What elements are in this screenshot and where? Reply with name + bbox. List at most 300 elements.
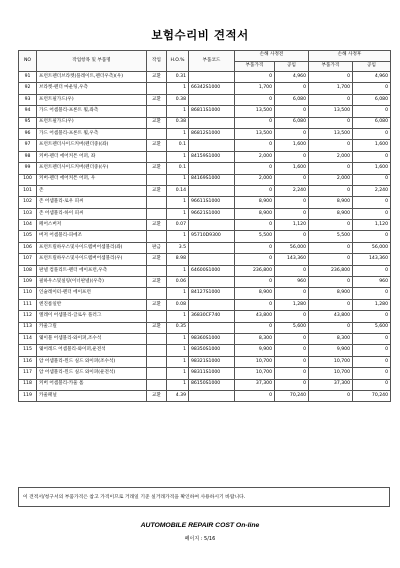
estimate-table (18, 50, 391, 402)
row-no: 99 (19, 163, 37, 174)
row-after-labor: 0 (353, 106, 391, 117)
row-before-part-price: 0 (235, 242, 275, 253)
row-item-name: 브라켓-펜더 마운팅,우측 (37, 83, 147, 94)
header-after-part-price: 부품가격 (309, 61, 353, 72)
header-before-labor: 공임 (275, 61, 309, 72)
row-after-labor: 0 (353, 333, 391, 344)
row-before-labor: 1,600 (275, 140, 309, 151)
row-after-labor: 6,080 (353, 94, 391, 105)
row-part-code (189, 322, 235, 333)
row-item-name: 판넬 컴플리트-펜더 에이프런,우측 (37, 265, 147, 276)
header-item: 작업항목 및 부품명 (37, 51, 147, 72)
row-work: 교환 (147, 277, 167, 288)
row-part-code: 84169S1000 (189, 174, 235, 185)
row-before-labor: 960 (275, 277, 309, 288)
footer-brand: AUTOMOBILE REPAIR COST On-line (140, 522, 260, 529)
row-no: 116 (19, 356, 37, 367)
table-row (19, 72, 391, 83)
row-hours: 0.07 (167, 220, 189, 231)
row-after-part-price: 10,700 (309, 356, 353, 367)
row-no: 114 (19, 333, 37, 344)
row-no: 93 (19, 94, 37, 105)
row-after-part-price: 0 (309, 220, 353, 231)
row-work: 교환 (147, 163, 167, 174)
row-item-name: 버저 어셈블리-피에조 (37, 231, 147, 242)
row-work (147, 208, 167, 219)
row-after-part-price: 43,800 (309, 311, 353, 322)
table-row (19, 356, 391, 367)
row-before-labor: 0 (275, 265, 309, 276)
row-part-code: 84159S1000 (189, 151, 235, 162)
row-before-labor: 2,240 (275, 185, 309, 196)
row-item-name: 암 어셈블리-윈드 실드 와이퍼(운전석) (37, 368, 147, 379)
row-before-labor: 6,080 (275, 117, 309, 128)
row-part-code (189, 72, 235, 83)
row-before-part-price: 13,500 (235, 128, 275, 139)
row-hours: 1 (167, 356, 189, 367)
row-hours: 1 (167, 83, 189, 94)
table-row (19, 277, 391, 288)
row-work: 교환 (147, 72, 167, 83)
table-row (19, 128, 391, 139)
row-hours: 1 (167, 265, 189, 276)
table-row (19, 140, 391, 151)
row-item-name: 가드 어셈블리-프론트 휠,우측 (37, 128, 147, 139)
row-no: 113 (19, 322, 37, 333)
row-after-part-price: 0 (309, 117, 353, 128)
row-work: 교환 (147, 117, 167, 128)
row-no: 103 (19, 208, 37, 219)
row-work: 판금 (147, 242, 167, 253)
row-part-code: 86150S1000 (189, 379, 235, 390)
table-row (19, 311, 391, 322)
row-hours: 0.35 (167, 322, 189, 333)
row-item-name: 프런트릴하우스및사이드멤버어셈블리(우) (37, 254, 147, 265)
row-after-labor: 0 (353, 151, 391, 162)
row-before-part-price: 0 (235, 390, 275, 401)
header-after-labor: 공임 (353, 61, 391, 72)
row-hours: 1 (167, 288, 189, 299)
row-before-part-price: 8,900 (235, 288, 275, 299)
row-item-name: 프런트펜더사이드커버(펜더중)(좌) (37, 140, 147, 151)
row-before-part-price: 0 (235, 117, 275, 128)
row-before-part-price: 0 (235, 94, 275, 105)
row-before-labor: 0 (275, 174, 309, 185)
row-no: 100 (19, 174, 37, 185)
row-part-code (189, 220, 235, 231)
row-part-code: 95710D9300 (189, 231, 235, 242)
row-before-labor: 1,280 (275, 299, 309, 310)
row-work: 교환 (147, 254, 167, 265)
row-after-part-price: 0 (309, 390, 353, 401)
row-item-name: 프런트펜더사이드커버(펜더중)(우) (37, 163, 147, 174)
row-no: 115 (19, 345, 37, 356)
row-before-part-price: 10,700 (235, 356, 275, 367)
row-part-code: 98321S1000 (189, 356, 235, 367)
row-item-name: 프런트펜더브라켓(플레이트,펜더우측)(우) (37, 72, 147, 83)
row-hours: 1 (167, 174, 189, 185)
row-no: 106 (19, 242, 37, 253)
row-before-labor: 0 (275, 333, 309, 344)
row-hours: 0.08 (167, 299, 189, 310)
row-after-labor: 0 (353, 128, 391, 139)
row-no: 119 (19, 390, 37, 401)
row-hours: 1 (167, 208, 189, 219)
row-hours: 1 (167, 345, 189, 356)
row-after-labor: 0 (353, 208, 391, 219)
row-after-labor: 0 (353, 265, 391, 276)
row-work (147, 333, 167, 344)
row-item-name: 인슐레이터-펜더 에이프런 (37, 288, 147, 299)
row-work (147, 356, 167, 367)
table-row (19, 254, 391, 265)
row-before-labor: 5,600 (275, 322, 309, 333)
row-after-labor: 0 (353, 231, 391, 242)
table-row (19, 322, 391, 333)
row-hours: 0.06 (167, 277, 189, 288)
row-item-name: 엘레이 어셈블리-글로우 플러그 (37, 311, 147, 322)
row-no: 108 (19, 265, 37, 276)
row-part-code: 66342S1000 (189, 83, 235, 94)
row-item-name: 엔진룸일반 (37, 299, 147, 310)
row-item-name: 페어스버저 (37, 220, 147, 231)
row-after-labor: 0 (353, 197, 391, 208)
row-after-labor: 0 (353, 379, 391, 390)
row-work (147, 128, 167, 139)
table-row (19, 83, 391, 94)
row-hours: 1 (167, 368, 189, 379)
row-after-part-price: 0 (309, 299, 353, 310)
row-after-part-price: 8,300 (309, 333, 353, 344)
row-item-name: 카울패널 (37, 390, 147, 401)
row-no: 107 (19, 254, 37, 265)
row-after-part-price: 0 (309, 254, 353, 265)
row-work (147, 345, 167, 356)
table-row (19, 333, 391, 344)
row-after-part-price: 37,300 (309, 379, 353, 390)
row-part-code: 86812S1000 (189, 128, 235, 139)
row-after-part-price: 2,000 (309, 174, 353, 185)
row-part-code (189, 242, 235, 253)
row-no: 117 (19, 368, 37, 379)
row-work: 교환 (147, 299, 167, 310)
row-item-name: 프런트릴하우스및사이드멤버어셈블리(좌) (37, 242, 147, 253)
row-part-code: 98311S1000 (189, 368, 235, 379)
row-item-name: 커버-펜더 에어커튼 어퍼, 우 (37, 174, 147, 185)
table-row (19, 208, 391, 219)
row-after-part-price: 8,900 (309, 197, 353, 208)
row-after-labor: 1,120 (353, 220, 391, 231)
table-row (19, 220, 391, 231)
row-after-labor: 4,960 (353, 72, 391, 83)
row-hours: 0.1 (167, 163, 189, 174)
row-before-part-price: 0 (235, 220, 275, 231)
row-before-part-price: 43,800 (235, 311, 275, 322)
row-work (147, 379, 167, 390)
row-before-part-price: 0 (235, 72, 275, 83)
row-after-labor: 5,600 (353, 322, 391, 333)
row-after-labor: 0 (353, 174, 391, 185)
row-after-part-price: 13,500 (309, 106, 353, 117)
row-no: 95 (19, 117, 37, 128)
row-work (147, 151, 167, 162)
table-row (19, 368, 391, 379)
row-part-code: 96611S1000 (189, 197, 235, 208)
table-row (19, 242, 391, 253)
table-row (19, 379, 391, 390)
row-item-name: 프런트필가드(우) (37, 117, 147, 128)
row-before-part-price: 37,300 (235, 379, 275, 390)
row-part-code: 96621S1000 (189, 208, 235, 219)
table-row (19, 231, 391, 242)
row-work: 교환 (147, 220, 167, 231)
table-row (19, 94, 391, 105)
disclaimer-note: 이 견적서/청구서의 부품가격은 참고 가격이므로 거래일 기준 실거래가격을 확인하여 사용하시기 바랍니다. (18, 487, 390, 507)
row-no: 96 (19, 128, 37, 139)
row-after-labor: 1,600 (353, 140, 391, 151)
row-after-labor: 2,240 (353, 185, 391, 196)
row-before-labor: 0 (275, 208, 309, 219)
row-hours: 1 (167, 128, 189, 139)
row-before-labor: 0 (275, 311, 309, 322)
table-row (19, 163, 391, 174)
row-after-part-price: 0 (309, 277, 353, 288)
row-work (147, 368, 167, 379)
row-work (147, 83, 167, 94)
row-before-labor: 1,120 (275, 220, 309, 231)
row-hours: 1 (167, 106, 189, 117)
row-after-part-price: 10,700 (309, 368, 353, 379)
row-after-labor: 56,000 (353, 242, 391, 253)
header-after: 손해 사정후 (309, 51, 391, 62)
row-item-name: 암 어셈블리-윈드 실드 와이퍼(조수석) (37, 356, 147, 367)
row-part-code (189, 94, 235, 105)
row-part-code: 36830CF740 (189, 311, 235, 322)
row-before-part-price: 8,900 (235, 208, 275, 219)
row-after-labor: 0 (353, 368, 391, 379)
row-hours: 8.98 (167, 254, 189, 265)
row-item-name: 존 어셈블리-로우 피씨 (37, 197, 147, 208)
row-before-labor: 0 (275, 345, 309, 356)
row-part-code (189, 390, 235, 401)
row-item-name: 커버-펜더 에어커튼 어퍼, 좌 (37, 151, 147, 162)
row-after-labor: 0 (353, 288, 391, 299)
row-before-part-price: 0 (235, 163, 275, 174)
row-no: 110 (19, 288, 37, 299)
page-number: 페이지 : 5/16 (184, 536, 216, 542)
row-after-labor: 6,080 (353, 117, 391, 128)
row-before-labor: 0 (275, 231, 309, 242)
row-after-part-price: 0 (309, 185, 353, 196)
row-item-name: 카울그릴 (37, 322, 147, 333)
row-after-part-price: 0 (309, 140, 353, 151)
row-no: 112 (19, 311, 37, 322)
row-part-code (189, 140, 235, 151)
row-before-part-price: 8,900 (235, 197, 275, 208)
row-before-labor: 56,000 (275, 242, 309, 253)
row-after-part-price: 9,900 (309, 345, 353, 356)
row-work (147, 265, 167, 276)
row-part-code: 64600S1000 (189, 265, 235, 276)
row-before-labor: 0 (275, 379, 309, 390)
row-work (147, 174, 167, 185)
row-no: 92 (19, 83, 37, 94)
row-part-code: 98350S1000 (189, 345, 235, 356)
row-before-part-price: 0 (235, 140, 275, 151)
header-code: 부품코드 (189, 51, 235, 72)
row-item-name: 가드 어셈블리-프론트 휠,좌측 (37, 106, 147, 117)
row-before-part-price: 0 (235, 185, 275, 196)
row-no: 91 (19, 72, 37, 83)
row-after-part-price: 8,900 (309, 208, 353, 219)
row-before-part-price: 2,000 (235, 174, 275, 185)
row-work (147, 197, 167, 208)
row-item-name: 커버 어셈블리-카울 톱 (37, 379, 147, 390)
row-item-name: 존 어셈블리-하이 피씨 (37, 208, 147, 219)
row-after-labor: 960 (353, 277, 391, 288)
row-after-labor: 0 (353, 345, 391, 356)
header-hours: H.O.% (167, 51, 189, 72)
row-after-part-price: 0 (309, 163, 353, 174)
row-after-part-price: 8,900 (309, 288, 353, 299)
row-before-labor: 70,240 (275, 390, 309, 401)
table-row (19, 117, 391, 128)
table-row (19, 390, 391, 401)
row-hours: 4.39 (167, 390, 189, 401)
row-work: 교환 (147, 140, 167, 151)
row-work: 교환 (147, 185, 167, 196)
row-hours: 1 (167, 311, 189, 322)
table-row (19, 106, 391, 117)
row-no: 102 (19, 197, 37, 208)
table-row (19, 288, 391, 299)
row-part-code (189, 117, 235, 128)
row-before-part-price: 9,900 (235, 345, 275, 356)
row-part-code (189, 163, 235, 174)
row-before-part-price: 2,000 (235, 151, 275, 162)
row-before-labor: 0 (275, 197, 309, 208)
row-hours: 0.38 (167, 117, 189, 128)
row-hours: 1 (167, 379, 189, 390)
table-row (19, 174, 391, 185)
row-after-labor: 0 (353, 356, 391, 367)
row-no: 98 (19, 151, 37, 162)
row-before-part-price: 236,800 (235, 265, 275, 276)
document-title: 보험수리비 견적서 (151, 28, 249, 42)
table-row (19, 299, 391, 310)
row-before-part-price: 0 (235, 254, 275, 265)
row-before-part-price: 0 (235, 322, 275, 333)
row-before-labor: 0 (275, 151, 309, 162)
row-part-code (189, 254, 235, 265)
row-no: 118 (19, 379, 37, 390)
row-item-name: 웨어레드 어셈블리-와이퍼,운전석 (37, 345, 147, 356)
row-work: 교환 (147, 94, 167, 105)
row-after-part-price: 236,800 (309, 265, 353, 276)
header-no: NO (19, 51, 37, 72)
row-before-labor: 0 (275, 106, 309, 117)
row-part-code (189, 277, 235, 288)
row-before-labor: 0 (275, 83, 309, 94)
row-after-part-price: 13,500 (309, 128, 353, 139)
row-no: 104 (19, 220, 37, 231)
row-after-labor: 0 (353, 83, 391, 94)
row-work (147, 231, 167, 242)
row-after-part-price: 1,700 (309, 83, 353, 94)
row-hours: 1 (167, 333, 189, 344)
row-no: 111 (19, 299, 37, 310)
row-hours: 1 (167, 151, 189, 162)
row-before-labor: 0 (275, 128, 309, 139)
table-row (19, 197, 391, 208)
row-item-name: 필하우스및실링(이너판넬)(우측) (37, 277, 147, 288)
row-item-name: 존 (37, 185, 147, 196)
row-work (147, 106, 167, 117)
row-before-labor: 0 (275, 356, 309, 367)
row-part-code: 84127S1000 (189, 288, 235, 299)
row-item-name: 프런트필가드(우) (37, 94, 147, 105)
row-work: 교환 (147, 390, 167, 401)
row-before-part-price: 5,500 (235, 231, 275, 242)
row-before-part-price: 0 (235, 299, 275, 310)
row-no: 105 (19, 231, 37, 242)
row-after-labor: 0 (353, 311, 391, 322)
row-no: 109 (19, 277, 37, 288)
row-before-labor: 1,600 (275, 163, 309, 174)
row-after-labor: 1,280 (353, 299, 391, 310)
row-before-labor: 0 (275, 368, 309, 379)
row-before-labor: 6,080 (275, 94, 309, 105)
row-after-part-price: 0 (309, 94, 353, 105)
row-hours: 0.38 (167, 94, 189, 105)
row-hours: 0.31 (167, 72, 189, 83)
row-item-name: 웨이블 어셈블리-와이퍼,조수석 (37, 333, 147, 344)
row-before-part-price: 1,700 (235, 83, 275, 94)
row-before-part-price: 10,700 (235, 368, 275, 379)
row-after-part-price: 0 (309, 322, 353, 333)
row-part-code: 86811S1000 (189, 106, 235, 117)
row-after-labor: 70,240 (353, 390, 391, 401)
row-no: 101 (19, 185, 37, 196)
row-after-part-price: 0 (309, 242, 353, 253)
row-no: 94 (19, 106, 37, 117)
row-work: 교환 (147, 322, 167, 333)
row-after-part-price: 5,500 (309, 231, 353, 242)
row-after-labor: 143,360 (353, 254, 391, 265)
table-row (19, 345, 391, 356)
row-part-code (189, 185, 235, 196)
row-after-part-price: 2,000 (309, 151, 353, 162)
row-before-part-price: 0 (235, 277, 275, 288)
row-part-code (189, 299, 235, 310)
header-before-part-price: 부품가격 (235, 61, 275, 72)
row-before-labor: 0 (275, 288, 309, 299)
row-before-part-price: 13,500 (235, 106, 275, 117)
table-row (19, 265, 391, 276)
row-work (147, 311, 167, 322)
table-row (19, 151, 391, 162)
row-hours: 3.5 (167, 242, 189, 253)
table-body (19, 72, 391, 402)
row-before-part-price: 8,300 (235, 333, 275, 344)
row-before-labor: 4,960 (275, 72, 309, 83)
header-before: 손해 사정전 (235, 51, 309, 62)
row-work (147, 288, 167, 299)
row-before-labor: 143,360 (275, 254, 309, 265)
row-hours: 1 (167, 197, 189, 208)
table-row (19, 185, 391, 196)
row-part-code: 98360S1000 (189, 333, 235, 344)
